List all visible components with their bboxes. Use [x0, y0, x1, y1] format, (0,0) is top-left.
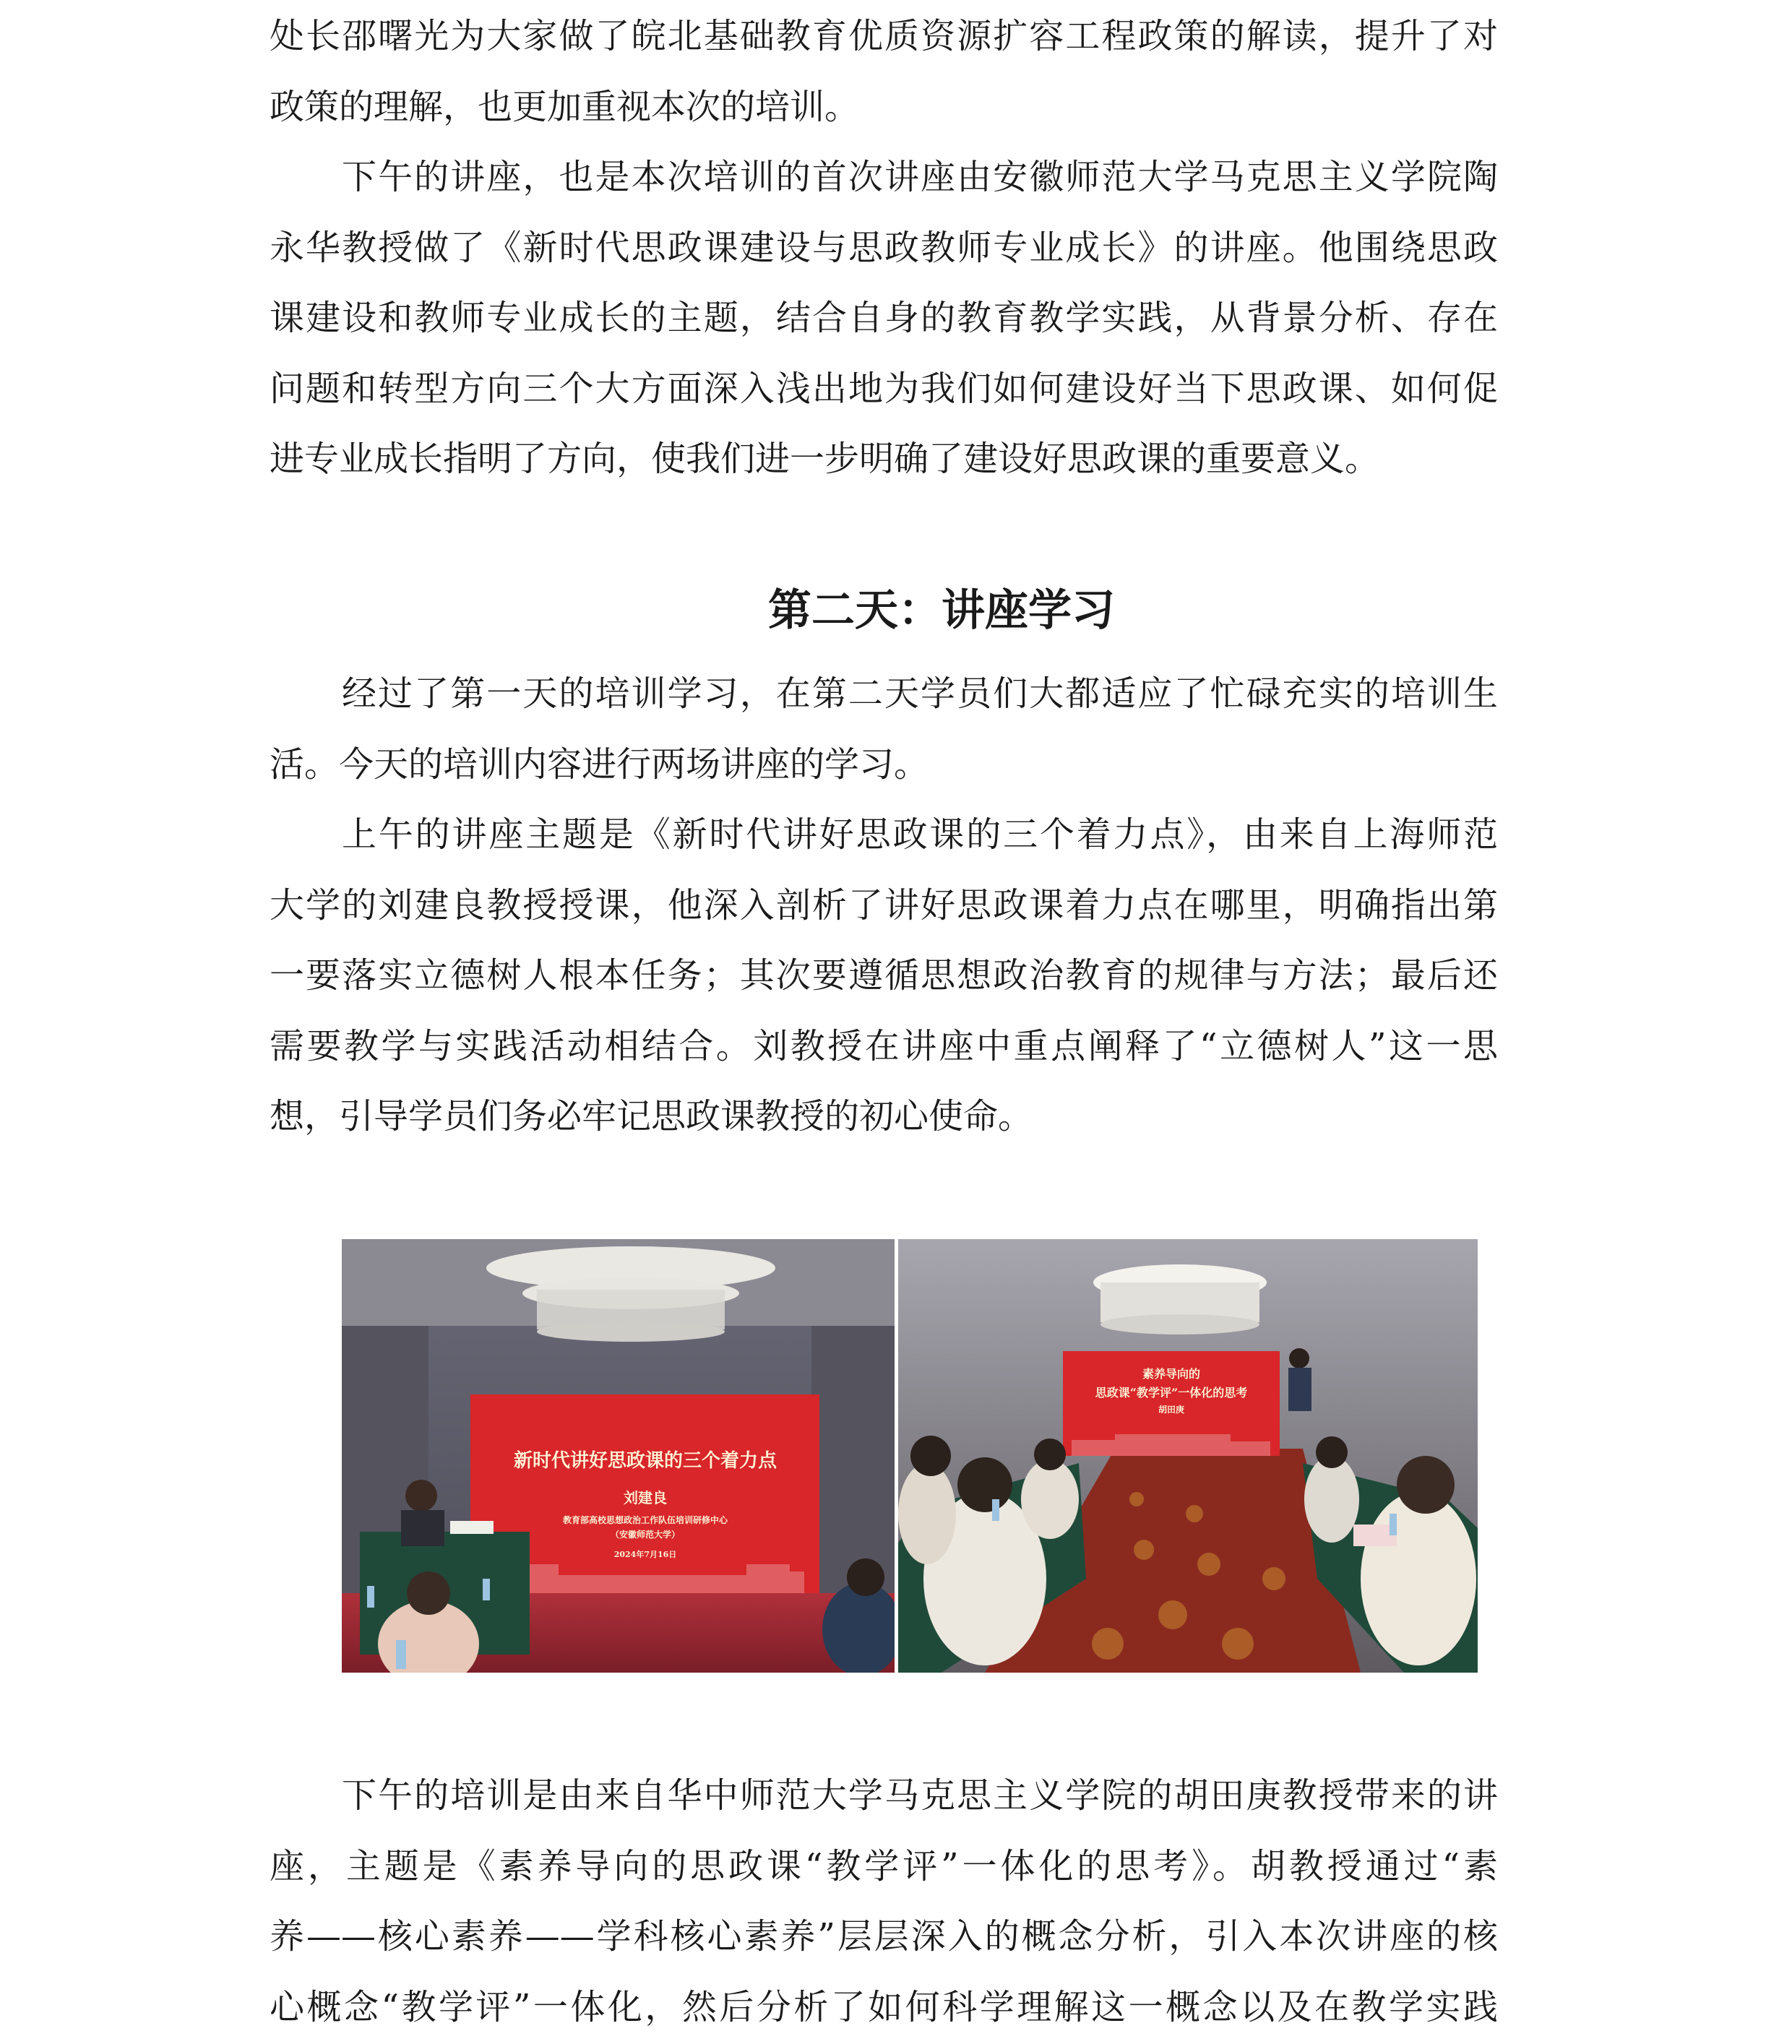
slide-speaker: 刘建良	[624, 1489, 667, 1506]
text-line: 下午的讲座，也是本次培训的首次讲座由安徽师范大学马克思主义学院陶	[342, 157, 1498, 197]
text-line: 处长邵曙光为大家做了皖北基础教育优质资源扩容工程政策的解读，提升了对	[270, 16, 1498, 56]
paragraph-policy-briefing	[270, 1, 1498, 142]
text-line: 下午的培训是由来自华中师范大学马克思主义学院的胡田庚教授带来的讲	[342, 1775, 1498, 1816]
section-heading-day2: 第二天：讲座学习	[768, 585, 1115, 636]
text-line: 大学的刘建良教授授课，他深入剖析了讲好思政课着力点在哪里，明确指出第	[270, 884, 1498, 926]
text-line: 上午的讲座主题是《新时代讲好思政课的三个着力点》，由来自上海师范	[342, 814, 1498, 855]
paragraph-morning-lecture	[270, 800, 1498, 1152]
text-line: 养——核心素养——学科核心素养”层层深入的概念分析，引入本次讲座的核	[270, 1916, 1498, 1957]
text-line: 一要落实立德树人根本任务；其次要遵循思想政治教育的规律与方法；最后还	[270, 955, 1498, 996]
slide-title-line1: 素养导向的	[1142, 1367, 1201, 1381]
slide-title: 新时代讲好思政课的三个着力点	[513, 1450, 777, 1472]
text-line: 问题和转型方向三个大方面深入浅出地为我们如何建设好当下思政课、如何促	[270, 368, 1498, 409]
photo-afternoon-lecture	[898, 1239, 1478, 1673]
chandelier-right	[1093, 1264, 1267, 1334]
text-line: 永华教授做了《新时代思政课建设与思政教师专业成长》的讲座。他围绕思政	[270, 227, 1498, 268]
slide-title-line2: 思政课“教学评”一体化的思考	[1095, 1386, 1248, 1400]
slide-speaker: 胡田庚	[1158, 1405, 1185, 1415]
text-line: 活。今天的培训内容进行两场讲座的学习。	[270, 743, 929, 785]
paragraph-afternoon-lecture-day1	[270, 142, 1498, 495]
lecture-hall-photo-left	[342, 1239, 895, 1673]
text-line: 想，引导学员们务必牢记思政课教授的初心使命。	[270, 1096, 1033, 1137]
text-line: 课建设和教师专业成长的主题，结合自身的教育教学实践，从背景分析、存在	[270, 298, 1498, 338]
photo-morning-lecture	[342, 1239, 895, 1673]
text-line: 需要教学与实践活动相结合。刘教授在讲座中重点阐释了“立德树人”这一思	[270, 1025, 1498, 1066]
slide-organization-2: （安徽师范大学）	[610, 1530, 681, 1540]
lecture-hall-photo-right	[898, 1239, 1478, 1673]
slide-date: 2024年7月16日	[613, 1550, 677, 1559]
paragraph-afternoon-lecture-day2	[270, 1761, 1498, 2043]
text-line: 心概念“教学评”一体化，然后分析了如何科学理解这一概念以及在教学实践	[270, 1986, 1498, 2027]
paragraph-day2-intro	[270, 659, 1498, 800]
text-line: 政策的理解，也更加重视本次的培训。	[270, 86, 860, 127]
slide-organization: 教育部高校思想政治工作队伍培训研修中心	[562, 1515, 728, 1525]
text-line: 进专业成长指明了方向，使我们进一步明确了建设好思政课的重要意义。	[270, 439, 1380, 479]
text-line: 经过了第一天的培训学习，在第二天学员们大都适应了忙碌充实的培训生	[342, 673, 1498, 714]
text-line: 座，主题是《素养导向的思政课“教学评”一体化的思考》。胡教授通过“素	[270, 1845, 1498, 1886]
